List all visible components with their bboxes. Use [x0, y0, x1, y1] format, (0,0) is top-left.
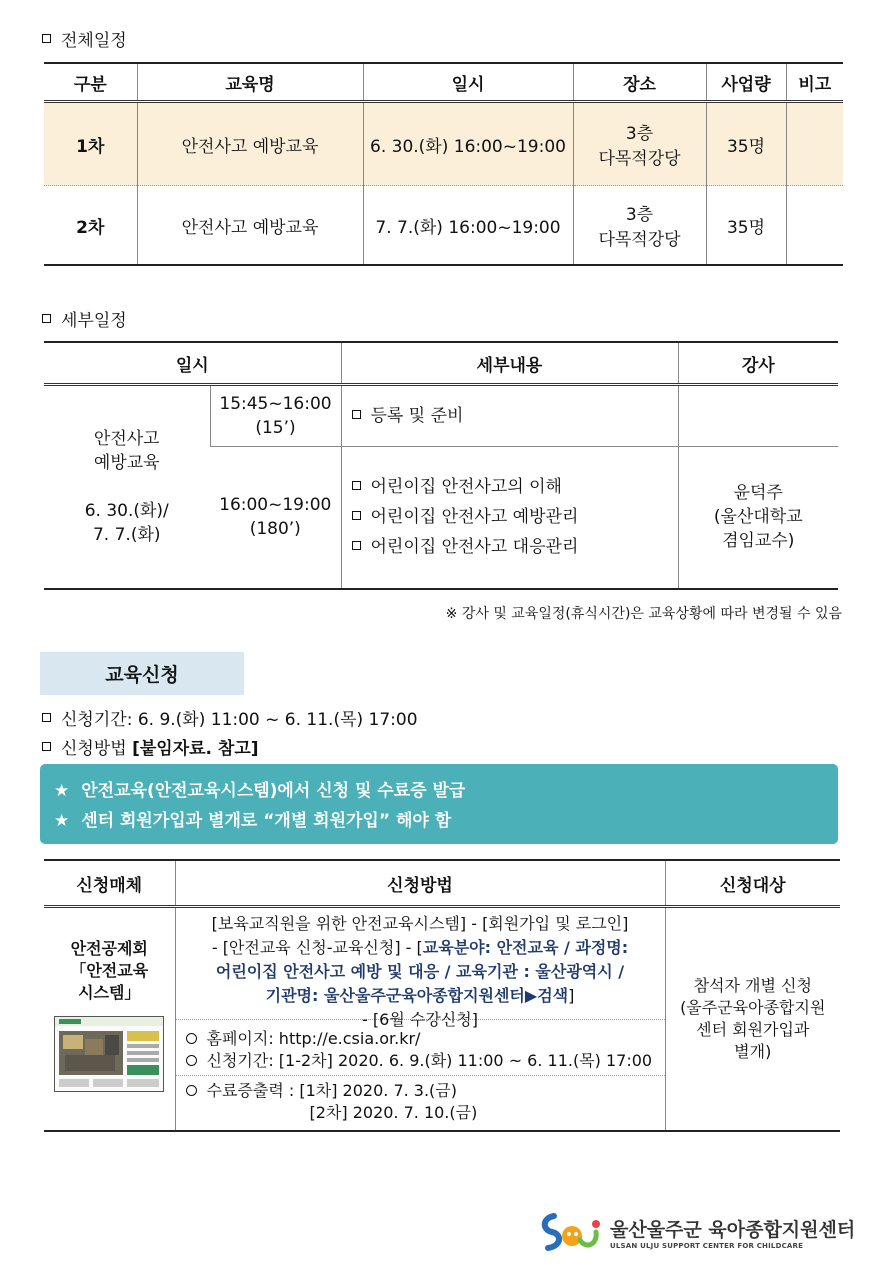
column-header: 구분: [44, 63, 137, 102]
list-item: [352, 502, 678, 532]
section-title: 전체일정: [61, 31, 127, 51]
table-row: [44, 385, 838, 447]
course-date-line: 7. 7.(화): [92, 524, 161, 545]
list-item: [352, 532, 678, 562]
item-text: 어린이집 안전사고 예방관리: [370, 507, 579, 528]
notice-banner: [40, 764, 838, 844]
star-icon: ★: [54, 781, 70, 801]
method-step-text: - [6월 수강신청]: [362, 1010, 478, 1029]
course-datetime: 7. 7.(화) 16:00~19:00: [363, 186, 573, 266]
time-duration: (180’): [249, 519, 301, 540]
method-step-text: [182, 984, 659, 1008]
certificate-text: 수료증출력 : [1차] 2020. 7. 3.(금): [206, 1081, 457, 1100]
target-cell: [665, 907, 840, 1132]
certificate-info: [176, 1076, 665, 1130]
time-range: 15:45~16:00: [219, 394, 332, 414]
notice-text: 안전교육(안전교육시스템)에서 신청 및 수료증 발급: [81, 781, 466, 801]
time-slot-cell: [210, 447, 341, 589]
method-steps: [176, 908, 665, 1029]
apply-method-label: 신청방법: [61, 739, 133, 759]
notice-line: [54, 806, 824, 836]
place-hall: 다목적강당: [598, 149, 681, 169]
course-amount: 35명: [706, 102, 786, 186]
media-cell: [44, 907, 175, 1132]
method-step-text: [182, 936, 659, 960]
apply-method: [42, 734, 259, 759]
checkbox-bullet-icon: [352, 541, 361, 550]
star-icon: ★: [54, 811, 70, 831]
apply-method-value: [붙임자료. 참고]: [132, 739, 259, 759]
column-header: 사업량: [706, 63, 786, 102]
list-item: [186, 1050, 655, 1072]
column-header: 비고: [786, 63, 843, 102]
table-header-row: [44, 63, 843, 102]
place-hall: 다목적강당: [598, 230, 681, 250]
method-step-part: ]: [568, 986, 575, 1005]
target-text: (울주군육아종합지원: [680, 998, 826, 1017]
checkbox-bullet-icon: [42, 713, 51, 722]
section-schedule-heading: [42, 26, 127, 51]
circle-bullet-icon: [186, 1085, 197, 1096]
media-name: 시스템」: [78, 983, 141, 1002]
checkbox-bullet-icon: [42, 314, 51, 323]
course-place: [573, 102, 706, 186]
website-screenshot-image: [55, 1017, 163, 1091]
method-cell: [175, 907, 665, 1132]
instructor-affiliation: (울산대학교: [713, 507, 803, 528]
table-row: [44, 907, 840, 1132]
content-cell: [341, 447, 678, 589]
session-number: 2차: [76, 217, 105, 238]
section-title: 세부일정: [61, 311, 127, 331]
center-name: 울산울주군 육아종합지원센터: [610, 1218, 856, 1241]
column-header: 신청방법: [175, 860, 665, 907]
column-header: 교육명: [137, 63, 363, 102]
column-header: 장소: [573, 63, 706, 102]
apply-period-text: 신청기간: 6. 9.(화) 11:00 ~ 6. 11.(목) 17:00: [61, 710, 418, 730]
application-table: [44, 859, 840, 1132]
instructor-cell: [678, 447, 838, 589]
detail-schedule-table: [44, 341, 838, 590]
course-amount: 35명: [706, 186, 786, 266]
section-detail-heading: [42, 306, 127, 331]
method-step-highlight: 교육분야: 안전교육 / 과정명:: [422, 938, 629, 957]
list-item: [186, 1028, 655, 1050]
method-step-text: [보육교직원을 위한 안전교육시스템] - [회원가입 및 로그인]: [211, 914, 629, 933]
course-title-line: 예방교육: [93, 452, 160, 473]
media-name: 안전공제회: [70, 939, 148, 958]
footer-logo: [540, 1210, 855, 1254]
time-range: 16:00~19:00: [219, 495, 332, 516]
target-text: 참석자 개별 신청: [693, 976, 812, 995]
place-floor: 3층: [625, 124, 654, 144]
place-floor: 3층: [625, 205, 654, 225]
column-header: 신청대상: [665, 860, 840, 907]
period-text: 신청기간: [1-2차] 2020. 6. 9.(화) 11:00 ~ 6. 11.(목) 17:00: [206, 1051, 653, 1070]
session-number: 1차: [44, 102, 137, 186]
course-note: [786, 102, 843, 186]
column-header: 일시: [363, 63, 573, 102]
course-datetime: 6. 30.(화) 16:00~19:00: [363, 102, 573, 186]
course-place: [573, 186, 706, 266]
circle-bullet-icon: [186, 1055, 197, 1066]
course-date-line: 6. 30.(화)/: [84, 500, 169, 521]
method-step-highlight: 어린이집 안전사고 예방 및 대응 / 교육기관 : 울산광역시 /: [215, 962, 625, 981]
center-name-english: ULSAN ULJU SUPPORT CENTER FOR CHILDCARE: [610, 1241, 804, 1250]
table-row: [44, 102, 843, 186]
checkbox-bullet-icon: [352, 410, 361, 419]
schedule-table: [44, 62, 843, 266]
table-header-row: [44, 342, 838, 385]
target-text: 센터 회원가입과: [696, 1020, 810, 1039]
checkbox-bullet-icon: [42, 34, 51, 43]
website-screenshot-thumbnail: [54, 1016, 164, 1092]
course-note: [786, 186, 843, 266]
item-text: 어린이집 안전사고 대응관리: [370, 537, 579, 558]
footer-text: [610, 1215, 855, 1250]
column-header: 일시: [44, 342, 341, 385]
checkbox-bullet-icon: [352, 511, 361, 520]
checkbox-bullet-icon: [42, 742, 51, 751]
checkbox-bullet-icon: [352, 481, 361, 490]
target-text: 별개): [734, 1042, 772, 1061]
item-text: 등록 및 준비: [370, 406, 464, 426]
table-row: [44, 186, 843, 266]
course-name: 안전사고 예방교육: [137, 102, 363, 186]
time-slot-cell: [210, 385, 341, 447]
certificate-text: [2차] 2020. 7. 10.(금): [309, 1103, 478, 1122]
list-item: [186, 1080, 655, 1102]
detail-date-cell: [44, 385, 210, 589]
column-header: 강사: [678, 342, 838, 385]
media-name: 「안전교육: [70, 961, 149, 980]
center-logo-icon: [540, 1210, 602, 1254]
instructor-cell: [678, 385, 838, 447]
list-item: [352, 401, 678, 431]
column-header: 세부내용: [341, 342, 678, 385]
notice-line: [54, 776, 824, 806]
apply-method-text: [61, 734, 259, 759]
homepage-text: 홈페이지: http://e.csia.or.kr/: [206, 1029, 421, 1048]
column-header: 신청매체: [44, 860, 175, 907]
instructor-affiliation: 겸임교수): [722, 531, 795, 552]
course-name: 안전사고 예방교육: [137, 186, 363, 266]
method-info: [176, 1020, 665, 1076]
method-step-highlight: 기관명: 울산울주군육아종합지원센터▶검색: [265, 986, 569, 1005]
course-title-line: 안전사고: [93, 428, 160, 449]
time-duration: (15’): [255, 418, 296, 438]
method-step-part: - [안전교육 신청-교육신청] - [: [211, 938, 423, 957]
schedule-note: ※ 강사 및 교육일정(휴식시간)은 교육상황에 따라 변경될 수 있음: [445, 606, 842, 622]
item-text: 어린이집 안전사고의 이해: [370, 477, 562, 498]
table-header-row: [44, 860, 840, 907]
list-item: [352, 472, 678, 502]
instructor-name: 윤덕주: [733, 483, 783, 504]
apply-period: [42, 705, 418, 730]
notice-text: 센터 회원가입과 별개로 “개별 회원가입” 해야 함: [81, 811, 452, 831]
circle-bullet-icon: [186, 1033, 197, 1044]
content-cell: [341, 385, 678, 447]
apply-section-title: 교육신청: [40, 652, 244, 695]
